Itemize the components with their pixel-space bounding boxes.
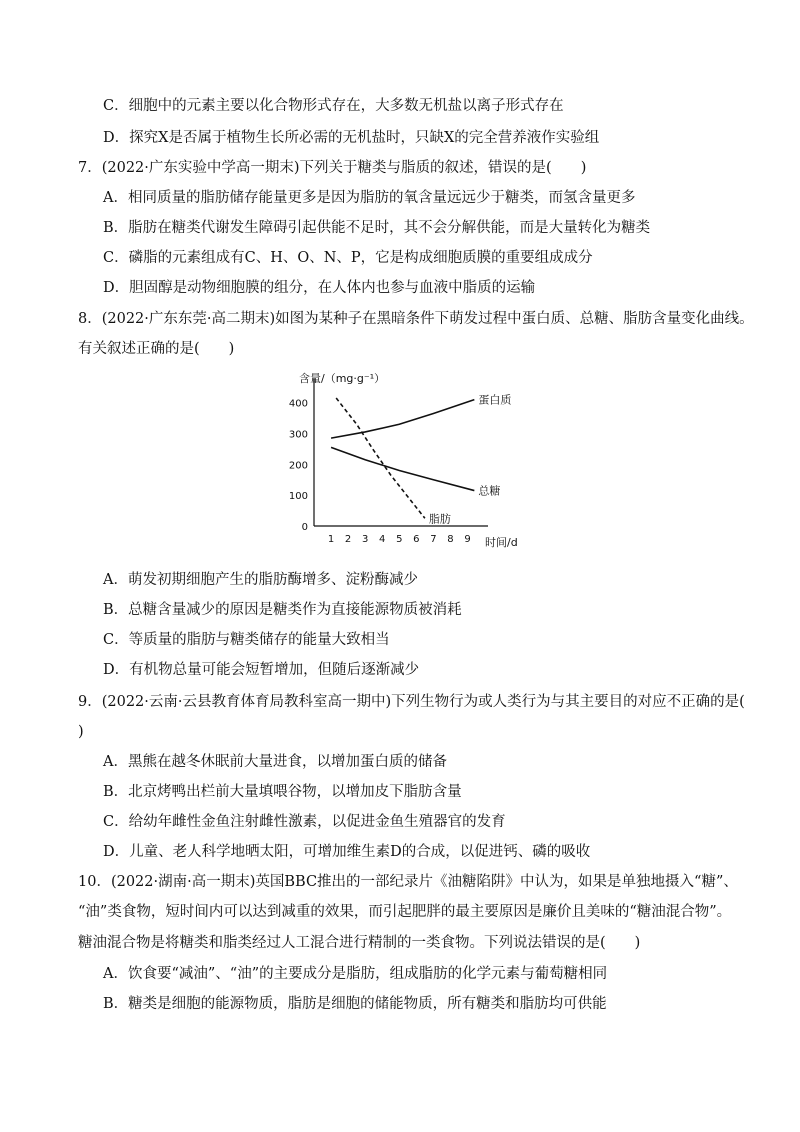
q9-option-a: A．黑熊在越冬休眠前大量进食，以增加蛋白质的储备 <box>103 754 447 770</box>
q7-option-d: D．胆固醇是动物细胞膜的组分，在人体内也参与血液中脂质的运输 <box>103 280 536 296</box>
chart-axes <box>314 378 488 526</box>
q7-stem: 7．(2022·广东实验中学高一期末)下列关于糖类与脂质的叙述，错误的是( ) <box>78 160 587 176</box>
series-line-1 <box>331 447 474 490</box>
q8-option-b: B．总糖含量减少的原因是糖类作为直接能源物质被消耗 <box>103 602 462 618</box>
q10-option-a: A．饮食要“减油”、“油”的主要成分是脂肪，组成脂肪的化学元素与葡萄糖相同 <box>103 966 608 982</box>
chart-series <box>331 393 511 526</box>
x-tick-label: 4 <box>379 534 386 545</box>
series-line-2 <box>336 398 425 518</box>
q10-stem-line2: “油”类食物，短时间内可以达到减重的效果，而引起肥胖的最主要原因是廉价且美味的“糖油混合物”。 <box>78 904 732 920</box>
q9-option-c: C．给幼年雌性金鱼注射雌性激素，以促进金鱼生殖器官的发育 <box>103 814 506 830</box>
y-tick-label: 300 <box>288 429 308 441</box>
q7-option-c: C．磷脂的元素组成有C、H、O、N、P，它是构成细胞质膜的重要组成成分 <box>103 250 593 266</box>
q8-option-c: C．等质量的脂肪与糖类储存的能量大致相当 <box>103 632 390 648</box>
q9-stem-line2: ) <box>78 724 84 740</box>
x-tick-label: 2 <box>344 534 352 545</box>
q7-option-a: A．相同质量的脂肪储存能量更多是因为脂肪的氧含量远远少于糖类，而氢含量更多 <box>103 190 636 206</box>
y-tick-label: 0 <box>301 522 308 533</box>
q6-option-c: C．细胞中的元素主要以化合物形式存在，大多数无机盐以离子形式存在 <box>103 98 564 114</box>
q7-option-b: B．脂肪在糖类代谢发生障碍引起供能不足时，其不会分解供能，而是大量转化为糖类 <box>103 220 651 236</box>
x-tick-label: 5 <box>396 534 403 545</box>
q6-option-d: D．探究X是否属于植物生长所必需的无机盐时，只缺X的完全营养液作实验组 <box>103 130 600 146</box>
series-label-1: 总糖 <box>478 484 501 498</box>
y-tick-label: 100 <box>288 491 308 503</box>
x-tick-label: 6 <box>413 534 420 545</box>
series-label-0: 蛋白质 <box>478 393 512 407</box>
y-axis-label: 含量/（mg·g⁻¹） <box>299 372 386 385</box>
x-tick-label: 3 <box>361 534 369 545</box>
y-tick-label: 400 <box>288 398 308 410</box>
y-tick-label: 200 <box>288 460 308 472</box>
q9-option-b: B．北京烤鸭出栏前大量填喂谷物，以增加皮下脂肪含量 <box>103 784 462 800</box>
x-tick-label: 7 <box>430 534 437 545</box>
x-tick-label: 9 <box>464 534 471 545</box>
q10-stem-line3: 糖油混合物是将糖类和脂类经过人工混合进行精制的一类食物。下列说法错误的是( ) <box>78 935 641 951</box>
q8-stem-line2: 有关叙述正确的是( ) <box>78 341 235 357</box>
x-axis-label: 时间/d <box>485 536 518 549</box>
q9-option-d: D．儿童、老人科学地晒太阳，可增加维生素D的合成，以促进钙、磷的吸收 <box>103 844 591 860</box>
q8-stem-line1: 8．(2022·广东东莞·高二期末)如图为某种子在黑暗条件下萌发过程中蛋白质、总糖、脂肪含量变化曲线。 <box>78 311 754 327</box>
series-label-2: 脂肪 <box>428 512 451 526</box>
q8-option-d: D．有机物总量可能会短暂增加，但随后逐渐减少 <box>103 662 420 678</box>
series-line-0 <box>331 400 474 439</box>
q10-option-b: B．糖类是细胞的能源物质，脂肪是细胞的储能物质，所有糖类和脂肪均可供能 <box>103 996 607 1012</box>
x-tick-label: 8 <box>447 534 454 545</box>
q8-figure-chart <box>285 368 535 556</box>
q10-stem-line1: 10．(2022·湖南·高一期末)英国BBC推出的一部纪录片《油糖陷阱》中认为，如果是单独地摄入“糖”、 <box>78 874 738 890</box>
q8-option-a: A．萌发初期细胞产生的脂肪酶增多、淀粉酶减少 <box>103 572 418 588</box>
x-tick-label: 1 <box>327 534 335 545</box>
q9-stem-line1: 9．(2022·云南·云县教育体育局教科室高一期中)下列生物行为或人类行为与其主要目的对应不正确的是( <box>78 694 745 710</box>
